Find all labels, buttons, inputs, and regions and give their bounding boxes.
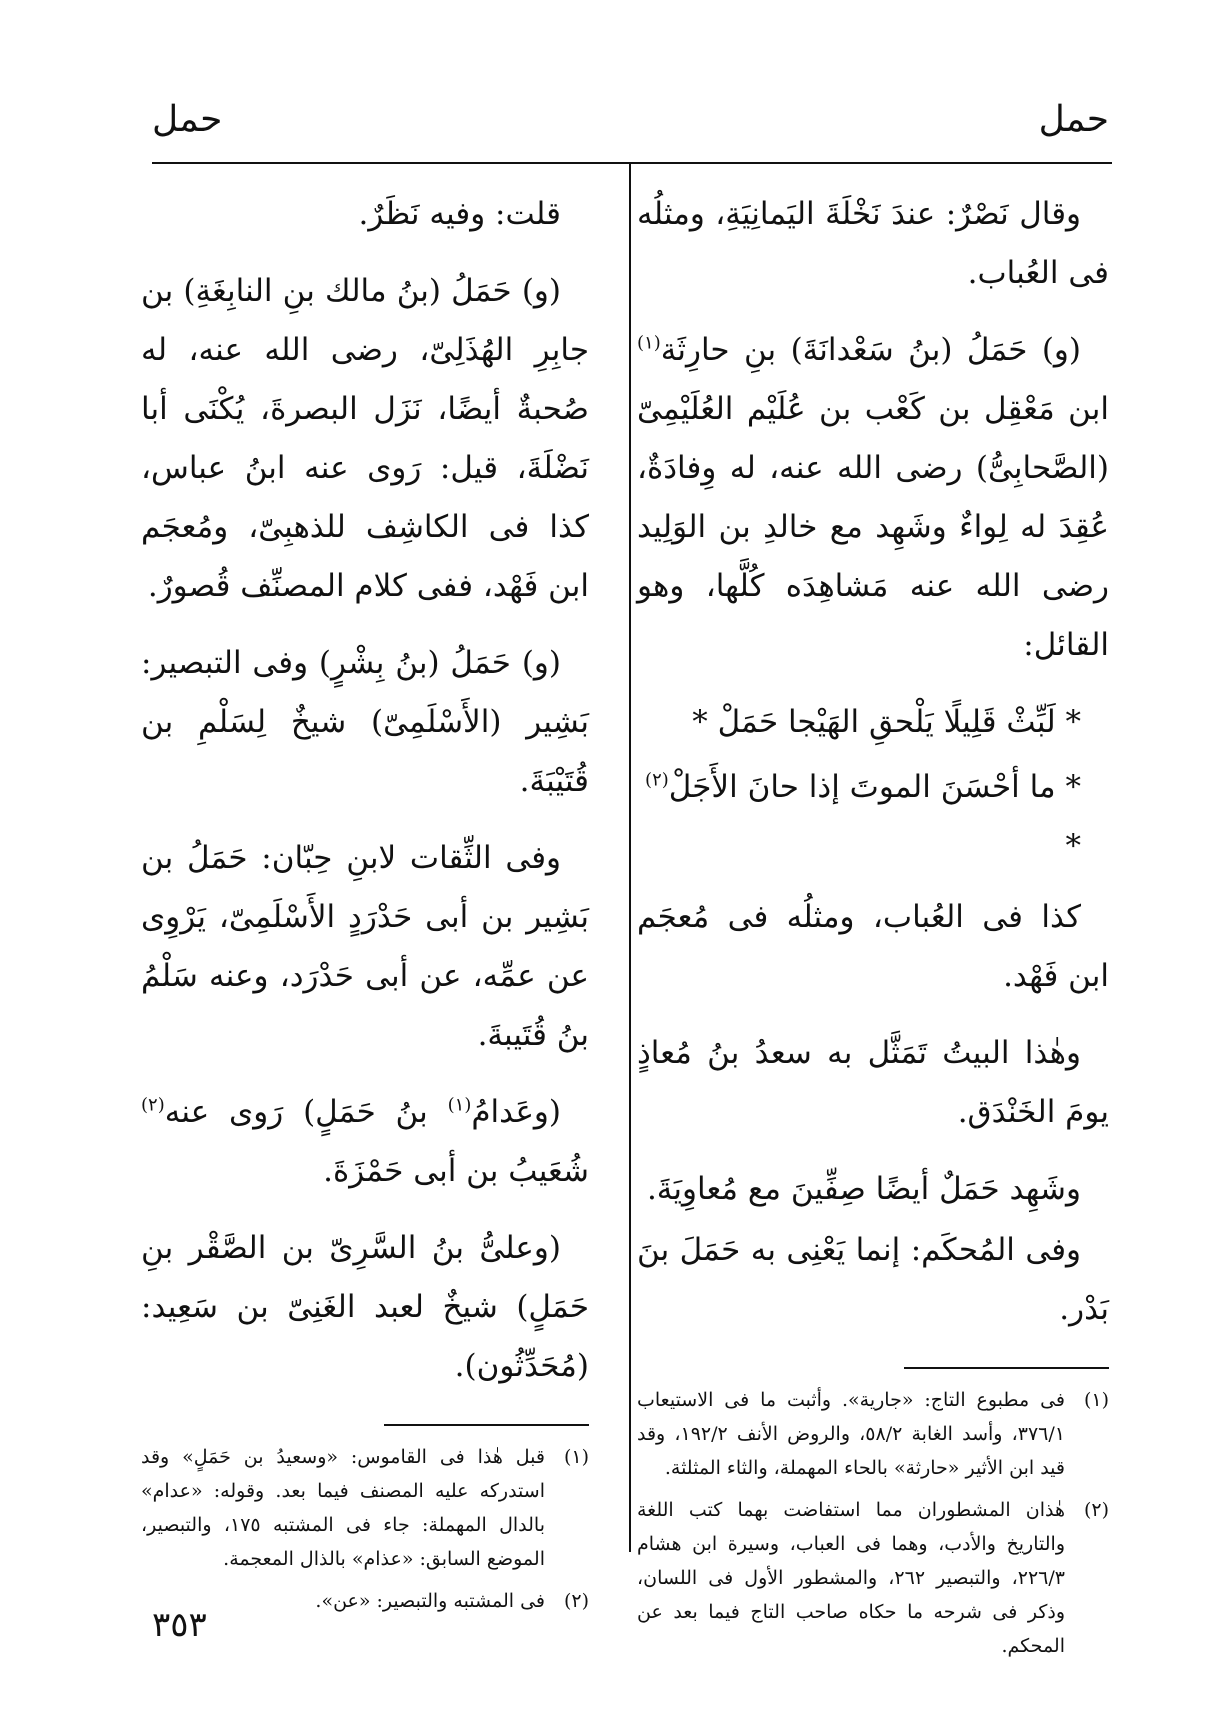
paragraph <box>141 1083 589 1201</box>
verse-text: * <box>1065 828 1081 864</box>
footnote-ref: (٢) <box>645 769 669 791</box>
footnote-number: (٢) <box>1083 1499 1109 1521</box>
footnote-number: (١) <box>1083 1389 1109 1411</box>
column-divider <box>629 164 631 1552</box>
right-column <box>637 185 1109 1671</box>
verse-line <box>637 758 1109 876</box>
footnote-text: قبل هٰذا فى القاموس: «وسعيدُ بن حَمَلٍ» وقد استدركه عليه المصنف فيما بعد. وقوله: «عدام» بالدال المهملة: جاء فى المشتبه ١٧٥، والتبصير، الموضع السابق: «عذام» بالذال المعجمة. <box>141 1446 545 1570</box>
footnote-ref: (١) <box>637 332 661 354</box>
footnote <box>637 1383 1109 1485</box>
verse-text: * ما أحْسَنَ الموتَ إذا حانَ الأَجَلْ <box>668 769 1081 805</box>
footnote-text: هٰذان المشطوران مما استفاضت بهما كتب اللغة والتاريخ والأدب، وهما فى العباب، وسيرة ابن هشام ٢٢٦/٣، والتبصير ٢٦٢، والمشطور الأول فى اللسان، وذكر فى شرحه ما حكاه صاحب التاج فيما بعد عن المحكم. <box>637 1499 1066 1657</box>
footnote-ref: (١) <box>447 1094 472 1116</box>
paragraph: وفى الثِّقات لابنِ حِبّان: حَمَلُ بن بَشِير بن أبى حَدْرَدٍ الأَسْلَمِىّ، يَرْوِى عن عمِّه، عن أبى حَدْرَد، وعنه سَلْمُ بنُ قُتَيبةَ. <box>141 840 589 1053</box>
footnote-rule <box>904 1367 1109 1369</box>
footnote <box>637 1493 1109 1663</box>
paragraph-text: (و) حَمَلُ (بنُ سَعْدانَةَ) بنِ حارِثَة <box>660 332 1081 368</box>
verse-line: * لَبِّثْ قَلِيلًا يَلْحقِ الهَيْجا حَمَلْ * <box>692 704 1081 740</box>
paragraph-text: (وعَدامُ <box>471 1094 561 1130</box>
footnotes <box>637 1383 1109 1663</box>
paragraph <box>637 321 1109 675</box>
paragraph: قلت: وفيه نَظَرٌ. <box>358 196 561 232</box>
footnote-text: فى المشتبه والتبصير: «عن». <box>315 1590 545 1612</box>
footnote-number: (٢) <box>563 1590 589 1612</box>
footnote-text: فى مطبوع التاج: «جارية». وأثبت ما فى الاستيعاب ٣٧٦/١، وأسد الغابة ٥٨/٢، والروض الأنف ١٩٢/٢، وقد قيد ابن الأثير «حارثة» بالحاء المهملة، والثاء المثلثة. <box>637 1389 1065 1479</box>
paragraph-text: ابن مَعْقِل بن كَعْب بن عُلَيْم العُلَيْمِىّ (الصَّحابِىُّ) رضى الله عنه، له وِفادَةٌ، عُقِدَ له لِواءٌ وشَهِد مع خالدِ بن الوَلِيد رضى الله عنه مَشاهِدَه كُلَّها، وهو القائل: <box>637 391 1109 663</box>
paragraph: وشَهِد حَمَلٌ أيضًا صِفِّينَ مع مُعاوِيَةَ. <box>646 1171 1081 1207</box>
paragraph-text: شُعَيبُ بن أبى حَمْزَةَ. <box>323 1153 589 1189</box>
paragraph: (و) حَمَلُ (بنُ بِشْرٍ) وفى التبصير: بَشِير (الأَسْلَمِىّ) شيخٌ لِسَلْمِ بن قُتَيْبَةَ. <box>141 645 589 799</box>
paragraph: وقال نَصْرٌ: عندَ نَخْلَةَ اليَمانِيَةِ، ومثلُه فى العُباب. <box>637 196 1109 291</box>
running-head-left: حمل <box>152 99 223 140</box>
footnotes <box>141 1440 589 1618</box>
paragraph-text: بنُ حَمَلٍ) رَوى عنه <box>164 1094 448 1130</box>
page-number: ٣٥٣ <box>152 1605 207 1645</box>
paragraph: وهٰذا البيتُ تَمَثَّل به سعدُ بنُ مُعاذٍ يومَ الخَنْدَق. <box>637 1035 1109 1130</box>
footnote <box>141 1584 589 1618</box>
footnote-rule <box>384 1424 589 1426</box>
footnote-number: (١) <box>563 1446 589 1468</box>
footnote <box>141 1440 589 1576</box>
paragraph: وفى المُحكَم: إنما يَعْنِى به حَمَلَ بنَ بَدْر. <box>637 1232 1109 1327</box>
paragraph: (وعلىُّ بنُ السَّرِىّ بن الصَّقْر بنِ حَمَلٍ) شيخٌ لعبد الغَنِىّ بن سَعِيد: (مُحَدِّثُون). <box>141 1230 589 1384</box>
footnote-ref: (٢) <box>141 1094 165 1116</box>
header-rule <box>152 162 1112 164</box>
paragraph: (و) حَمَلُ (بنُ مالك بنِ النابِغَةِ) بن جابِرِ الهُذَلِىّ، رضى الله عنه، له صُحبةٌ أيضًا، نَزَل البصرةَ، يُكْنَى أبا نَضْلَةَ، قيل: رَوى عنه ابنُ عباس، كذا فى الكاشِف للذهبِىّ، ومُعجَم ابن فَهْد، ففى كلام المصنِّف قُصورٌ. <box>141 273 589 604</box>
paragraph: كذا فى العُباب، ومثلُه فى مُعجَم ابن فَهْد. <box>637 899 1109 994</box>
running-head-right: حمل <box>1038 99 1109 140</box>
left-column <box>141 185 589 1626</box>
